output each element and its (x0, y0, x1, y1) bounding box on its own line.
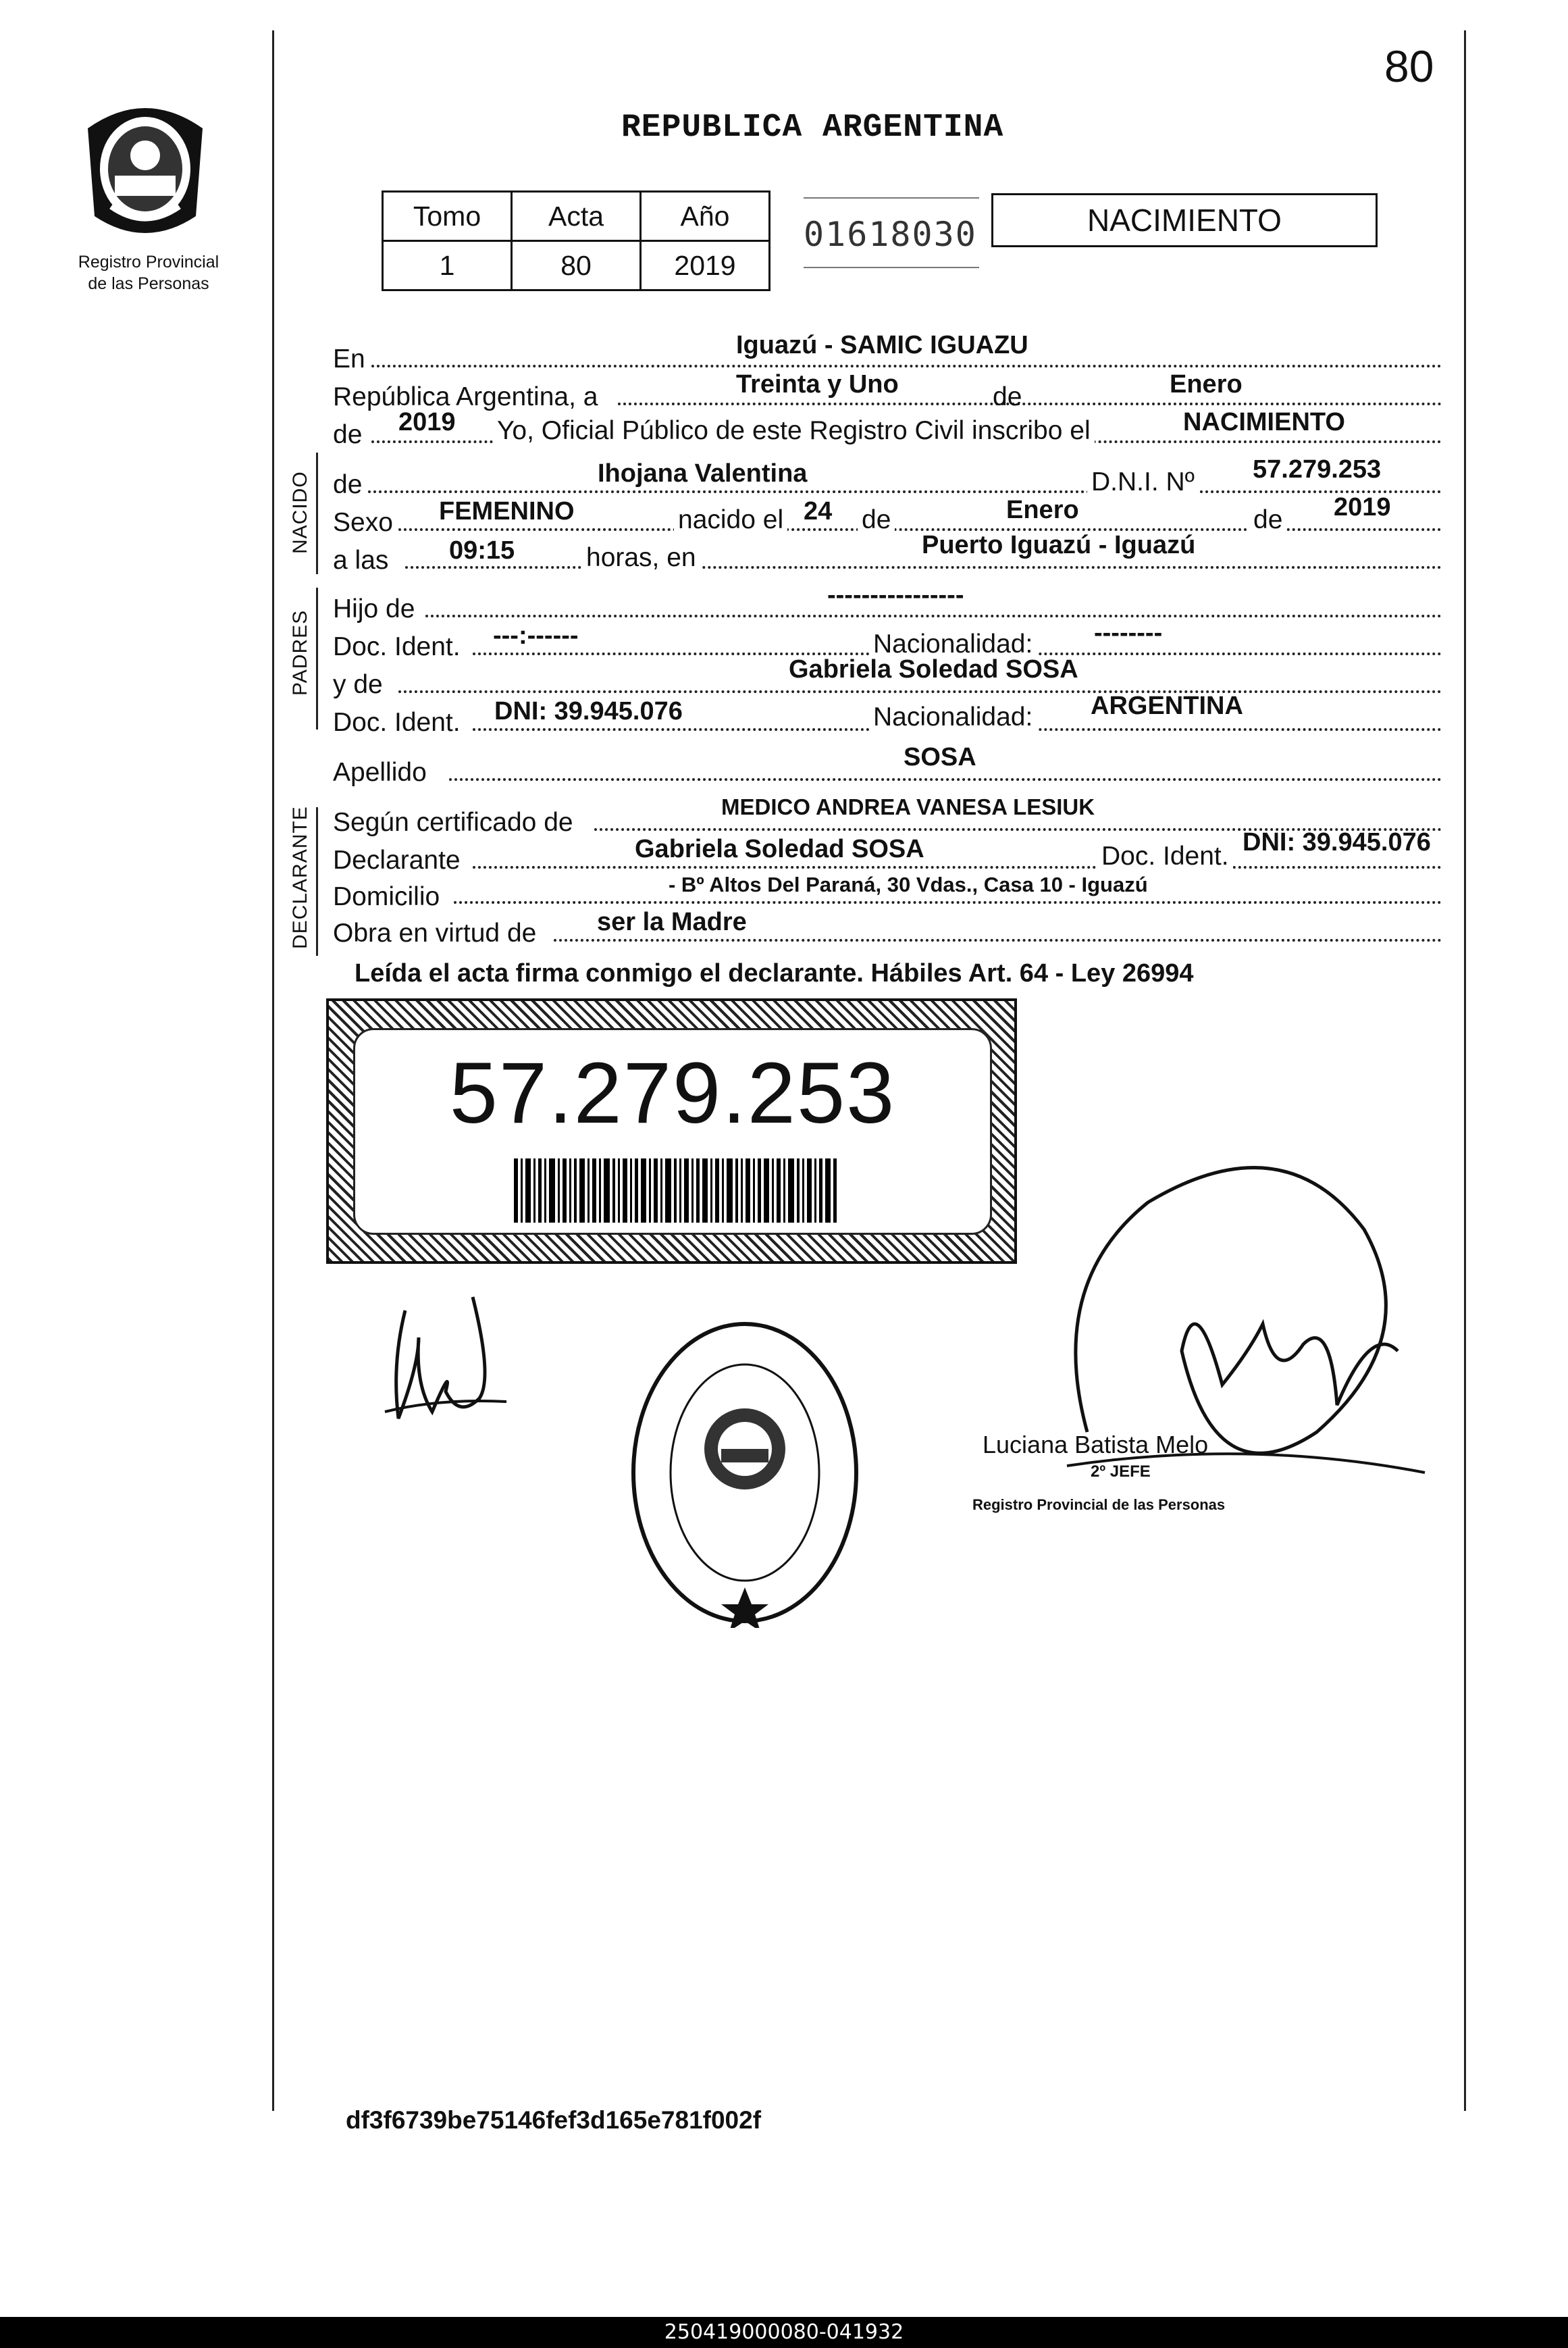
nombre-nacido: Ihojana Valentina (598, 459, 808, 488)
mes-nacido: Enero (1006, 496, 1079, 524)
horas-en-label: horas, en (582, 543, 700, 573)
sexo-nacido: FEMENINO (439, 497, 575, 526)
dia-nacido: 24 (804, 497, 833, 526)
dots (454, 901, 1442, 904)
declarante-doc: DNI: 39.945.076 (1243, 828, 1431, 857)
serial-number: 01618030 (804, 215, 977, 254)
anio-acta: 2019 (398, 408, 456, 436)
mes-acta: Enero (1170, 370, 1243, 399)
dia-acta: Treinta y Uno (736, 370, 899, 399)
document-title: REPUBLICA ARGENTINA (621, 109, 1004, 146)
certificado-label: Según certificado de (333, 808, 573, 837)
hora-nacido: 09:15 (449, 536, 515, 565)
serial-top-line (804, 197, 979, 199)
padre-nacionalidad: -------- (1094, 619, 1163, 647)
serial-bottom-line (804, 267, 979, 268)
anio-nacido: 2019 (1334, 493, 1391, 521)
header-anio: Año (641, 192, 770, 241)
tipo-acta: NACIMIENTO (991, 193, 1378, 247)
left-margin-line (272, 30, 274, 2111)
page-number: 80 (1384, 41, 1434, 91)
footer-code: 250419000080-041932 (0, 2317, 1568, 2348)
domicilio-value: - Bº Altos Del Paraná, 30 Vdas., Casa 10 - Iguazú (669, 873, 1148, 896)
apellido-value: SOSA (904, 743, 976, 771)
padre-nombre: ---------------- (827, 581, 964, 609)
nacionalidad-label: Nacionalidad: (869, 703, 1037, 732)
right-margin-line (1464, 30, 1466, 2111)
leida-text: Leída el acta firma conmigo el declarante. Hábiles Art. 64 - Ley 26994 (355, 959, 1194, 988)
section-bar (316, 453, 318, 574)
domicilio-label: Domicilio (333, 882, 440, 911)
header-acta: Acta (512, 192, 641, 241)
declarante-nombre: Gabriela Soledad SOSA (635, 835, 924, 863)
hijo-de-label: Hijo de (333, 594, 415, 623)
dni-nacido: 57.279.253 (1253, 455, 1382, 484)
en-label: En (333, 344, 365, 374)
nacido-el-label: nacido el (674, 505, 787, 535)
section-label-declarante: DECLARANTE (289, 806, 311, 949)
yo-label: Yo, Oficial Público de este Registro Civil inscribo el (493, 416, 1095, 446)
lugar-acta: Iguazú - SAMIC IGUAZU (736, 331, 1028, 359)
declarante-label: Declarante (333, 846, 461, 875)
dots (618, 403, 1442, 405)
de-label: de (858, 505, 895, 535)
dni-label: D.N.I. Nº (1087, 467, 1199, 497)
madre-doc: DNI: 39.945.076 (494, 697, 683, 725)
doc-label: Doc. Ident. (333, 708, 461, 737)
doc-label: Doc. Ident. (1097, 842, 1233, 871)
tipo-inscripcion: NACIMIENTO (1183, 408, 1345, 436)
dni-stamp (326, 998, 1017, 1264)
section-label-nacido: NACIDO (289, 471, 311, 554)
oficial-nombre: Luciana Batista Melo (983, 1431, 1209, 1458)
value-tomo: 1 (383, 241, 512, 290)
de-label: de (993, 382, 1022, 411)
section-bar (316, 807, 318, 956)
de-label: de (333, 470, 363, 499)
apellido-label: Apellido (333, 758, 427, 787)
de-label: de (1249, 505, 1286, 535)
nacionalidad-label: Nacionalidad: (869, 630, 1037, 659)
dni-stamp-number: 57.279.253 (449, 1045, 896, 1142)
oficial-organismo: Registro Provincial de las Personas (972, 1496, 1226, 1513)
y-de-label: y de (333, 670, 383, 699)
padre-doc: ---:------ (493, 621, 579, 650)
dots (449, 778, 1442, 781)
obra-value: ser la Madre (597, 908, 747, 936)
dots (554, 939, 1442, 942)
value-acta: 80 (512, 241, 641, 290)
dots (405, 566, 1442, 569)
dots (473, 866, 1442, 869)
oficial-cargo: 2º JEFE (1091, 1462, 1151, 1481)
signature-declarante (378, 1283, 513, 1439)
madre-nacionalidad: ARGENTINA (1091, 692, 1243, 720)
dots (368, 490, 1442, 493)
de-label: de (333, 420, 363, 449)
registro-table (382, 190, 770, 291)
dots (398, 690, 1442, 693)
dots (371, 365, 1442, 367)
section-bar (316, 588, 318, 730)
sexo-label: Sexo (333, 508, 393, 537)
province-logo (74, 88, 216, 250)
section-label-padres: PADRES (289, 609, 311, 696)
lugar-nacido: Puerto Iguazú - Iguazú (922, 531, 1196, 559)
delegacion-seal (627, 1317, 863, 1628)
barcode (514, 1158, 838, 1223)
certificado-value: MEDICO ANDREA VANESA LESIUK (721, 794, 1095, 819)
obra-label: Obra en virtud de (333, 919, 537, 948)
document-hash: df3f6739be75146fef3d165e781f002f (346, 2106, 762, 2134)
madre-nombre: Gabriela Soledad SOSA (789, 655, 1078, 684)
republica-label: República Argentina, a (333, 382, 598, 411)
doc-label: Doc. Ident. (333, 632, 461, 661)
header-tomo: Tomo (383, 192, 512, 241)
logo-caption: Registro Provincial de las Personas (78, 253, 219, 293)
value-anio: 2019 (641, 241, 770, 290)
dots (425, 615, 1442, 617)
a-las-label: a las (333, 546, 389, 575)
